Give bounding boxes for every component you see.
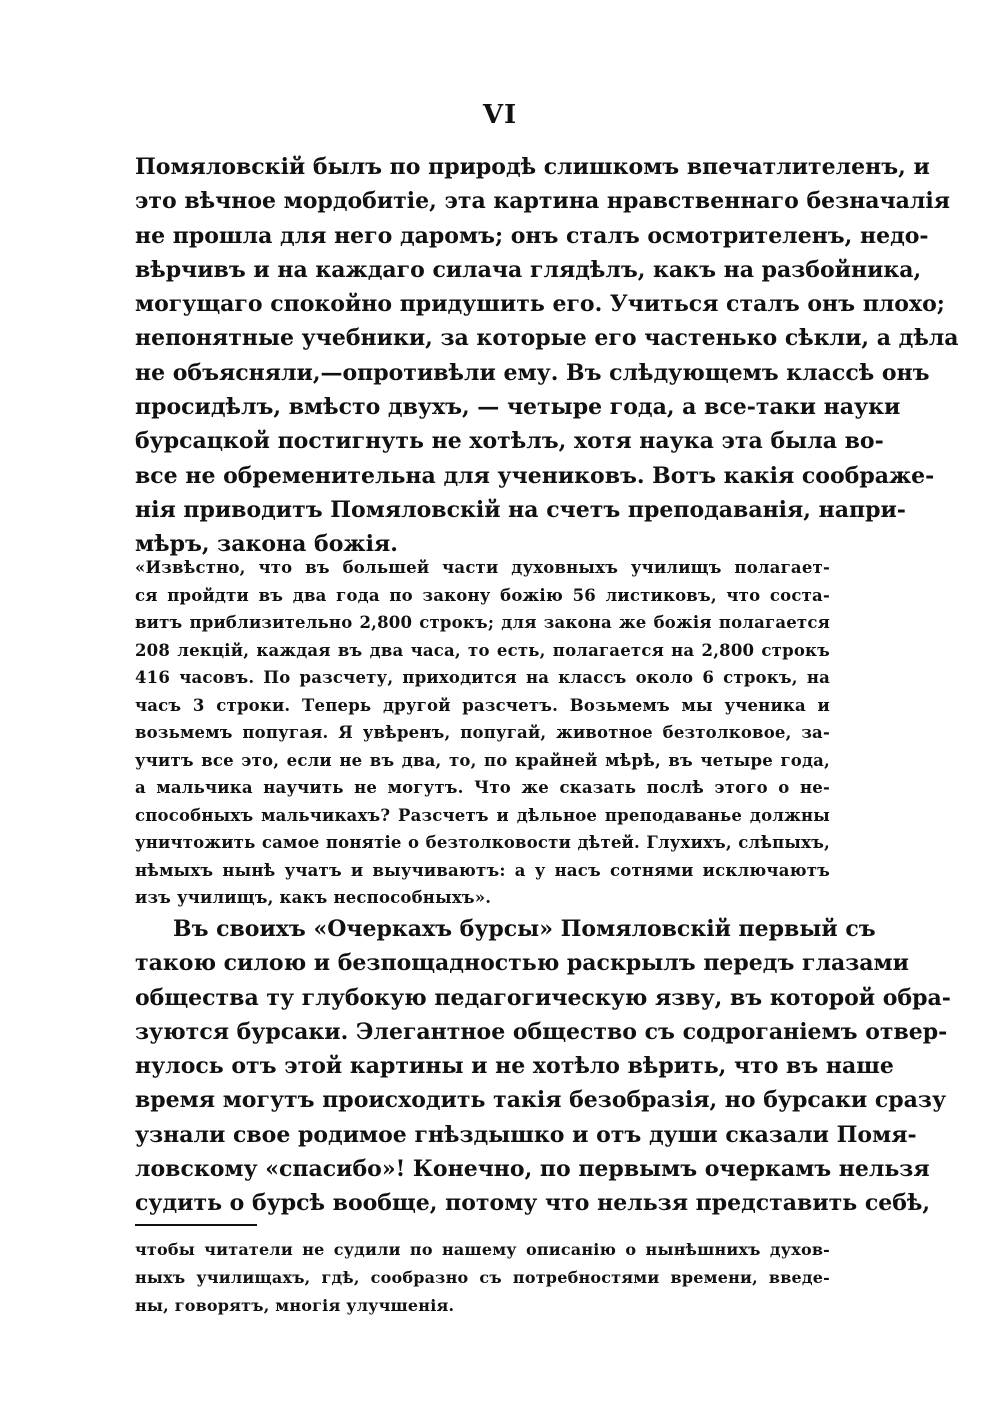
text-line: это вѣчное мордобитіе, эта картина нравственнаго безначалія [135,188,951,215]
quote-line: часъ 3 строки. Теперь другой разсчетъ. Возьмемъ мы ученика и [135,695,830,715]
main-paragraph [135,150,959,562]
text-line: узнали свое родимое гнѣздышко и отъ души сказали Помя- [135,1121,917,1148]
footnote [135,1236,830,1320]
text-line: бурсацкой постигнуть не хотѣлъ, хотя наука эта была во- [135,428,884,455]
text-line: зуются бурсаки. Элегантное общество съ содроганіемъ отвер- [135,1018,948,1045]
quote-line: а мальчика научить не могутъ. Что же сказать послѣ этого о не- [135,778,830,797]
text-line: время могутъ происходить такія безобразія, но бурсаки сразу [135,1087,947,1114]
page-number: VI [482,100,518,130]
text-line: не прошла для него даромъ; онъ сталъ осмотрителенъ, недо- [135,222,929,249]
quote-line: 416 часовъ. По разсчету, приходится на классъ около 6 строкъ, на [135,668,830,687]
text-line: непонятные учебники, за которые его частенько сѣкли, а дѣла [135,325,959,352]
footnote-divider [135,1224,257,1226]
text-line: общества ту глубокую педагогическую язву, въ которой обра- [135,984,951,1011]
text-line: судить о бурсѣ вообще, потому что нельзя представить себѣ, [135,1190,931,1217]
text-line: Помяловскій былъ по природѣ слишкомъ впечатлителенъ, и [135,154,930,180]
second-paragraph [135,912,951,1221]
footnote-line: ныхъ училищахъ, гдѣ, сообразно съ потребностями времени, введе- [135,1268,830,1287]
text-line: такою силою и безпощадностью раскрылъ передъ глазами [135,950,909,977]
text-line: вѣрчивъ и на каждаго силача глядѣлъ, какъ на разбойника, [135,256,922,283]
quote-line: нѣмыхъ нынѣ учатъ и выучиваютъ: а у насъ сотнями исключаютъ [135,860,830,880]
text-line: нія приводитъ Помяловскій на счетъ преподаванія, напри- [135,496,906,523]
quote-line: 208 лекцій, каждая въ два часа, то есть, полагается на 2,800 строкъ [135,640,830,660]
quote-line: витъ приблизительно 2,800 строкъ; для закона же божія полагается [135,613,830,632]
text-line: все не обременительна для учениковъ. Вотъ какія соображе- [135,462,935,489]
text-line: нулось отъ этой картины и не хотѣло вѣрить, что въ наше [135,1053,894,1080]
quote-line: ся пройдти въ два года по закону божію 56 листиковъ, что соста- [135,585,830,605]
text-line: ловскому «спасибо»! Конечно, по первымъ очеркамъ нельзя [135,1156,930,1183]
text-line: не объясняли,—опротивѣли ему. Въ слѣдующемъ классѣ онъ [135,359,930,386]
footnote-line: ны, говорятъ, многія улучшенія. [135,1296,455,1315]
text-line: Въ своихъ «Очеркахъ бурсы» Помяловскій первый съ [173,916,876,942]
text-line: просидѣлъ, вмѣсто двухъ, — четыре года, а все-таки науки [135,394,901,421]
text-line: мѣръ, закона божія. [135,531,398,558]
quote-line: изъ училищъ, какъ неспособныхъ». [135,888,492,907]
quote-line: способныхъ мальчикахъ? Разсчетъ и дѣльное преподаванье должны [135,805,830,825]
footnote-line: чтобы читатели не судили по нашему описанію о нынѣшнихъ духов- [135,1240,830,1259]
block-quote [135,554,830,912]
quote-line: учитъ все это, если не въ два, то, по крайней мѣрѣ, въ четыре года, [135,750,830,770]
quote-line: возьмемъ попугая. Я увѣренъ, попугай, животное безтолковое, за- [135,723,830,742]
quote-line: уничтожить самое понятіе о безтолковости дѣтей. Глухихъ, слѣпыхъ, [135,833,830,852]
quote-line: «Извѣстно, что въ большей части духовныхъ училищъ полагает- [135,558,830,577]
text-line: могущаго спокойно придушить его. Учиться сталъ онъ плохо; [135,291,945,318]
